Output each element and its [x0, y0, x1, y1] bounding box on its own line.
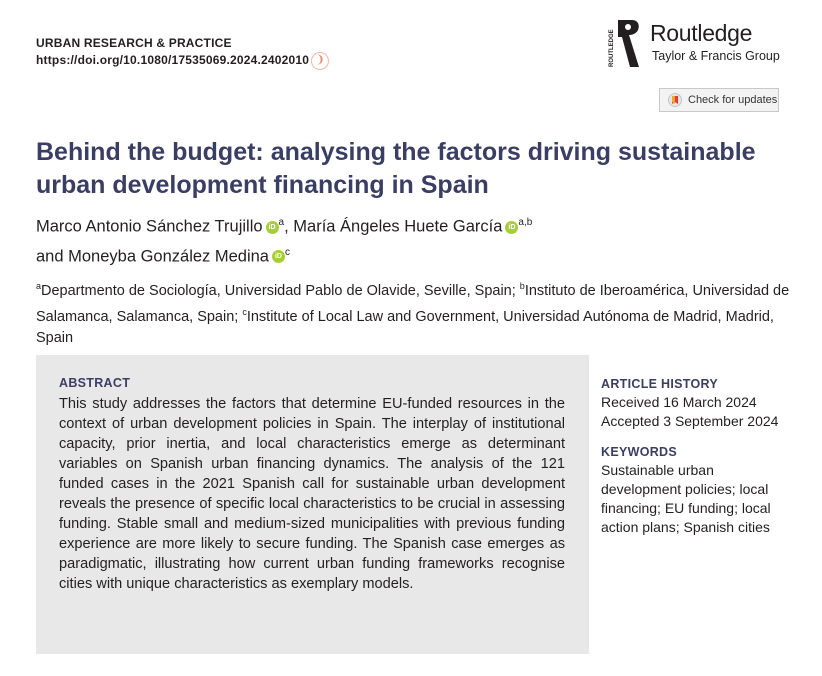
- author-affiliation-marker: a: [278, 217, 285, 228]
- abstract-heading: ABSTRACT: [59, 376, 131, 390]
- abstract-text: This study addresses the factors that determine EU-funded resources in the context of urban development policies in Spain. The interplay of institutional capacity, prior inertia, and local characteristics emerge as determinant variables on Spanish urban financing dynamics. The analysis of the 121 funded cases in the 2021 Spanish call for sustainable urban development reveals the presence of specific local characteristics to be crucial in assessing funding. Stable small and medium-sized municipalities with previous funding experience are more likely to secure funding. The Spanish case emerges as paradigmatic, illustrating how current urban funding frameworks recognise cities with unique characteristics as exemplary models.: [59, 396, 565, 592]
- accepted-date: Accepted 3 September 2024: [601, 413, 779, 429]
- author-list: Marco Antonio Sánchez Trujillo iD $^a$, María Ángeles Huete García iD $^{a,b}$ and Moneyba González Medina iD $^c$: [36, 217, 533, 265]
- doi-link[interactable]: https://doi.org/10.1080/17535069.2024.2402010: [36, 53, 310, 68]
- history-heading: ARTICLE HISTORY: [601, 377, 719, 391]
- author-name: Marco Antonio Sánchez Trujillo: [36, 217, 263, 236]
- affiliation-text: Instituto de Iberoamérica, Universidad de Salamanca, Salamanca, Spain;: [36, 282, 790, 325]
- keywords: [601, 444, 801, 537]
- affiliation-text: Departmento de Sociología, Universidad Pablo de Olavide, Seville, Spain;: [41, 282, 520, 299]
- orcid-icon[interactable]: iD: [505, 221, 518, 234]
- abstract-box: [36, 355, 589, 654]
- keywords-heading: KEYWORDS: [601, 445, 678, 459]
- author-name: and Moneyba González Medina: [36, 247, 269, 265]
- keywords-text: Sustainable urban development policies; local financing; EU funding; local action plans; Spanish cities: [601, 462, 771, 535]
- routledge-logo-icon: [606, 18, 642, 68]
- check-updates-icon: [668, 93, 682, 107]
- author-affiliation-marker: c: [284, 246, 290, 258]
- crossmark-icon: ❩: [311, 52, 329, 70]
- check-for-updates-button[interactable]: [659, 88, 779, 112]
- affiliation-text: Institute of Local Law and Government, Universidad Autónoma de Madrid, Madrid, Spain: [36, 308, 774, 346]
- affiliation-marker: b: [519, 281, 525, 291]
- author-name: María Ángeles Huete García: [293, 217, 503, 236]
- received-date: Received 16 March 2024: [601, 394, 757, 410]
- publisher-logo: [606, 18, 786, 70]
- journal-header: [36, 35, 329, 70]
- orcid-icon[interactable]: iD: [272, 250, 285, 263]
- check-updates-label: Check for updates: [688, 94, 778, 106]
- affiliation-marker: a: [36, 281, 42, 291]
- article-history: [601, 376, 801, 431]
- journal-name: URBAN RESEARCH & PRACTICE: [36, 36, 232, 50]
- publisher-name: Routledge: [650, 20, 753, 46]
- affiliation-marker: c: [242, 306, 247, 317]
- publisher-group: Taylor & Francis Group: [652, 49, 780, 63]
- author-affiliation-marker: a,b: [518, 217, 533, 228]
- affiliations: [36, 276, 796, 349]
- svg-text:ROUTLEDGE: ROUTLEDGE: [609, 29, 615, 67]
- orcid-icon[interactable]: iD: [266, 221, 279, 234]
- article-title: Behind the budget: analysing the factors driving sustainable urban development financing in Spain: [36, 138, 756, 199]
